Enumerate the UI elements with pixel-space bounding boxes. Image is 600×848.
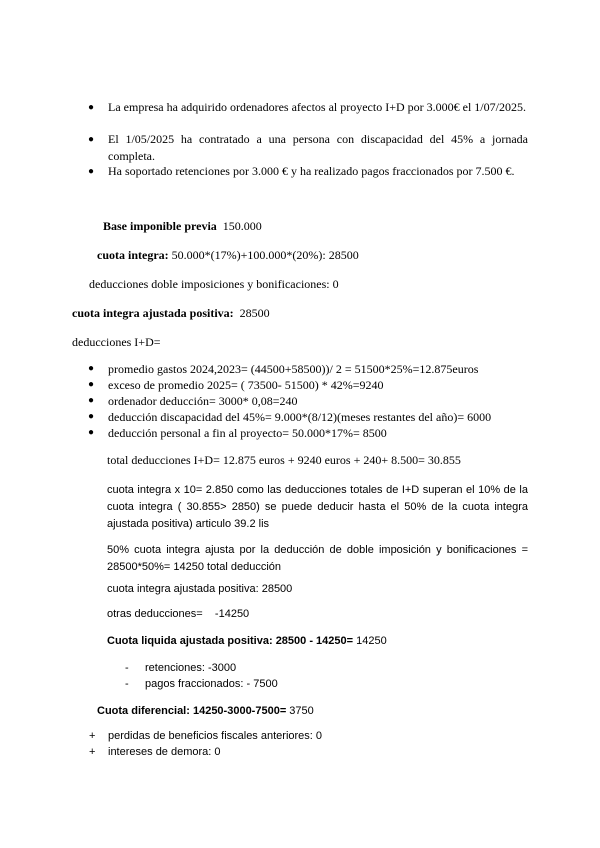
bullet-icon: ●: [88, 363, 95, 374]
id-bullet-5: [88, 425, 387, 441]
base-label: Base imponible previa: [103, 219, 217, 233]
id-bullet-text: deducción personal a fin al proyecto= 50.000*17%= 8500: [108, 426, 387, 440]
plus-item-1: [89, 730, 322, 742]
cuota-ajustada-line: [72, 306, 270, 321]
bullet-icon: ●: [88, 134, 95, 145]
cuota-ajustada-value: 28500: [239, 306, 270, 320]
base-value: 150.000: [222, 219, 262, 233]
cincuenta-paragraph: 50% cuota integra ajusta por la deducción de doble imposición y bonificaciones = 28500*50%= 14250 total deducción: [107, 544, 528, 573]
cuota-liquida-label: Cuota liquida ajustada positiva: 28500 - 14250=: [107, 635, 354, 647]
id-bullet-text: ordenador deducción= 3000* 0,08=240: [108, 394, 298, 408]
cuota-integra-line: [97, 248, 359, 263]
plus-item-2: [89, 746, 221, 758]
dash-marker: -: [125, 662, 129, 674]
bullet-icon: ●: [88, 411, 95, 422]
plus-item-text: intereses de demora: 0: [108, 746, 221, 758]
id-bullet-2: [88, 377, 383, 393]
intro-bullet-3: [88, 163, 528, 180]
bullet-icon: ●: [88, 427, 95, 438]
cuota-integra-label: cuota integra:: [97, 248, 169, 262]
cuota-liquida-value: 14250: [353, 635, 387, 647]
deducciones-doble-line: deducciones doble imposiciones y bonificaciones: 0: [89, 277, 339, 291]
dash-item-text: retenciones: -3000: [145, 662, 237, 674]
cuota-integra-value: 50.000*(17%)+100.000*(20%): 28500: [171, 248, 359, 262]
dash-item-1: [125, 662, 236, 674]
id-bullet-4: [88, 409, 491, 425]
id-bullet-text: promedio gastos 2024,2023= (44500+58500))/ 2 = 51500*25%=12.875euros: [108, 362, 479, 376]
plus-icon: +: [89, 746, 96, 758]
cuota-diferencial-line: [97, 705, 314, 717]
intro-bullet-text: El 1/05/2025 ha contratado a una persona con discapacidad del 45% a jornada completa.: [108, 132, 528, 163]
plus-item-text: perdidas de beneficios fiscales anteriores: 0: [108, 730, 323, 742]
bullet-icon: ●: [88, 166, 95, 177]
otras-deducciones-line: otras deducciones= -14250: [107, 608, 250, 620]
dash-item-2: [125, 678, 278, 690]
bullet-icon: ●: [88, 395, 95, 406]
id-bullet-text: exceso de promedio 2025= ( 73500- 51500) * 42%=9240: [108, 378, 384, 392]
cuota-diferencial-value: 3750: [286, 705, 314, 717]
id-bullet-3: [88, 393, 298, 409]
intro-bullet-text: Ha soportado retenciones por 3.000 € y ha realizado pagos fraccionados por 7.500 €.: [108, 164, 515, 178]
bullet-icon: ●: [88, 102, 95, 113]
intro-bullet-2: [88, 131, 528, 165]
bullet-icon: ●: [88, 379, 95, 390]
plus-icon: +: [89, 730, 96, 742]
id-bullet-text: deducción discapacidad del 45%= 9.000*(8/12)(meses restantes del año)= 6000: [108, 410, 492, 424]
cuota-ajustada-label: cuota integra ajustada positiva:: [72, 306, 234, 320]
limite-paragraph: cuota integra x 10= 2.850 como las deducciones totales de I+D superan el 10% de la cuota integra ( 30.855> 2850) se puede deducir hasta el 50% de la cuota integra ajustada positiva) articulo 39.2 lis: [107, 484, 528, 530]
intro-bullet-text: La empresa ha adquirido ordenadores afectos al proyecto I+D por 3.000€ el 1/07/2025.: [108, 100, 526, 114]
cuota-liquida-line: [107, 635, 387, 647]
intro-bullet-1: [88, 99, 528, 116]
total-deducciones-line: total deducciones I+D= 12.875 euros + 9240 euros + 240+ 8.500= 30.855: [107, 453, 461, 467]
dash-marker: -: [125, 678, 129, 690]
base-imponible-line: [103, 219, 262, 234]
cuota-diferencial-label: Cuota diferencial: 14250-3000-7500=: [97, 705, 287, 717]
dash-item-text: pagos fraccionados: - 7500: [145, 678, 278, 690]
id-bullet-1: [88, 361, 478, 377]
cuota-ajustada-repeat-line: cuota integra ajustada positiva: 28500: [107, 583, 293, 595]
deducciones-id-title: deducciones I+D=: [72, 335, 161, 349]
